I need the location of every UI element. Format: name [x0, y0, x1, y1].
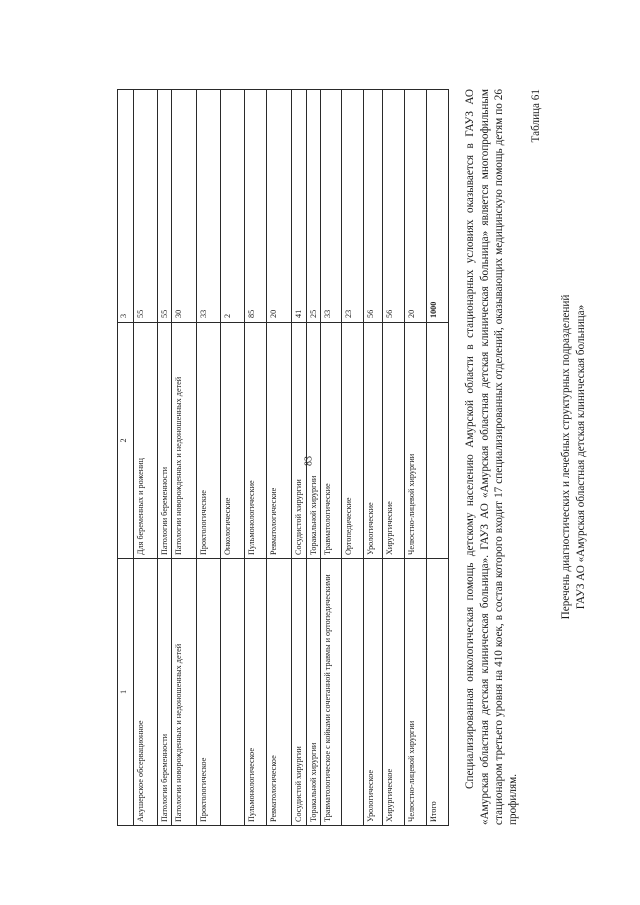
- beds-count-cell: 1000: [427, 90, 449, 323]
- header-cell-2: 2: [118, 323, 134, 559]
- department-cell: [221, 559, 245, 826]
- table-caption: [559, 89, 589, 825]
- beds-count-cell: 20: [405, 90, 427, 323]
- profile-cell: Хирургические: [383, 323, 405, 559]
- beds-count-cell: 23: [342, 90, 364, 323]
- profile-cell: [427, 323, 449, 559]
- table-row: [172, 90, 197, 826]
- table-row: [306, 90, 320, 826]
- table-row: [245, 90, 267, 826]
- beds-count-cell: 41: [292, 90, 306, 323]
- beds-count-cell: 20: [267, 90, 292, 323]
- profile-cell: Для беременных и рожениц: [134, 323, 158, 559]
- department-cell: Акушерское обсервационное: [134, 559, 158, 826]
- profile-cell: Челюстно-лицевой хирургии: [405, 323, 427, 559]
- beds-count-cell: 33: [321, 90, 342, 323]
- beds-count-cell: 33: [197, 90, 221, 323]
- department-cell: Патологии беременности: [158, 559, 172, 826]
- profile-cell: Онкологические: [221, 323, 245, 559]
- table-row: [405, 90, 427, 826]
- beds-count-cell: 30: [172, 90, 197, 323]
- profile-cell: Урологические: [364, 323, 383, 559]
- department-cell: Патологии новорожденных и недоношенных детей: [172, 559, 197, 826]
- department-cell: Пульмонологическое: [245, 559, 267, 826]
- table-row: [427, 90, 449, 826]
- beds-count-cell: 56: [364, 90, 383, 323]
- caption-line-2: ГАУЗ АО «Амурская областная детская клиническая больница»: [575, 304, 587, 610]
- table-row: [158, 90, 172, 826]
- profile-cell: Пульмонологические: [245, 323, 267, 559]
- profile-cell: Сосудистой хирургии: [292, 323, 306, 559]
- profile-cell: Патологии новорожденных и недоношенных детей: [172, 323, 197, 559]
- table-row: [267, 90, 292, 826]
- table-row: [221, 90, 245, 826]
- departments-table: [117, 90, 449, 826]
- table-label: Таблица 61: [530, 89, 542, 143]
- department-cell: Травматологическое с койками сочетанной травмы и ортопедическими: [321, 559, 342, 826]
- beds-count-cell: 2: [221, 90, 245, 323]
- beds-count-cell: 55: [158, 90, 172, 323]
- page-number: 83: [303, 456, 315, 466]
- profile-cell: Ортопедические: [342, 323, 364, 559]
- table-row: [292, 90, 306, 826]
- profile-cell: Ревматологические: [267, 323, 292, 559]
- table-row: [342, 90, 364, 826]
- department-cell: Урологическое: [364, 559, 383, 826]
- beds-count-cell: 56: [383, 90, 405, 323]
- caption-line-1: Перечень диагностических и лечебных структурных подразделений: [560, 294, 572, 620]
- profile-cell: Травматологические: [321, 323, 342, 559]
- profile-cell: Торакальной хирургии: [306, 323, 320, 559]
- table-header-row: [118, 90, 134, 826]
- department-cell: [342, 559, 364, 826]
- department-cell: Челюстно-лицевой хирургии: [405, 559, 427, 826]
- table-row: [364, 90, 383, 826]
- table-row: [321, 90, 342, 826]
- department-cell: Ревматологическое: [267, 559, 292, 826]
- profile-cell: Проктологические: [197, 323, 221, 559]
- department-cell: Хирургическое: [383, 559, 405, 826]
- table-row: [134, 90, 158, 826]
- department-cell: Торакальной хирургии: [306, 559, 320, 826]
- table-row: [383, 90, 405, 826]
- beds-count-cell: 85: [245, 90, 267, 323]
- department-cell: Итого: [427, 559, 449, 826]
- profile-cell: Патологии беременности: [158, 323, 172, 559]
- body-paragraph: Специализированная онкологическая помощь детскому населению Амурской области в стационарных условиях оказывается в ГАУЗ АО «Амурская областная детская клиническая больница». ГАУЗ АО «Амурская областная детская клиническая больница» является многопрофильным стационаром третьего уровня на 410 коек, в состав которого входит 17 специализированных отделений, оказывающих медицинскую помощь детям по 26 профилям.: [464, 89, 520, 825]
- table-row: [197, 90, 221, 826]
- header-cell-3: 3: [118, 90, 134, 323]
- department-cell: Проктологическое: [197, 559, 221, 826]
- header-cell-1: 1: [118, 559, 134, 826]
- beds-count-cell: 25: [306, 90, 320, 323]
- department-cell: Сосудистой хирургии: [292, 559, 306, 826]
- beds-count-cell: 55: [134, 90, 158, 323]
